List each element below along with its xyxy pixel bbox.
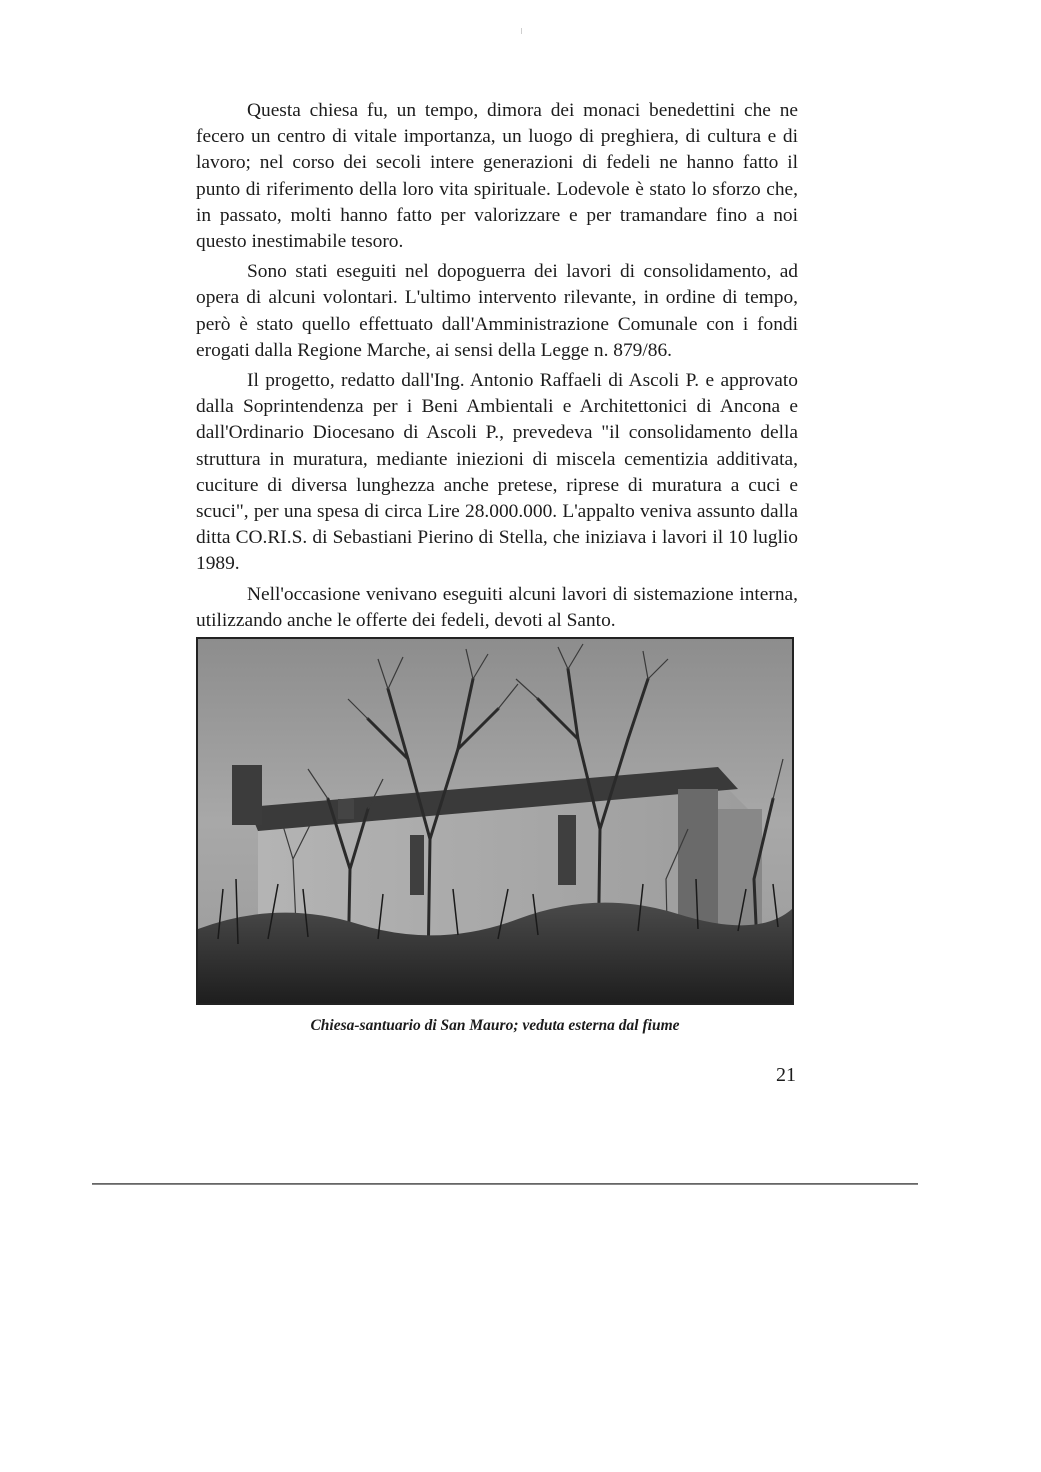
bottom-rule xyxy=(92,1183,918,1185)
church-photo-illustration xyxy=(198,639,792,1003)
page-number: 21 xyxy=(776,1064,796,1086)
church-photo xyxy=(196,637,794,1005)
paragraph-3: Il progetto, redatto dall'Ing. Antonio Raffaeli di Ascoli P. e approvato dalla Soprintendenza per i Beni Ambientali e Architettonici di Ancona e dall'Ordinario Diocesano di Ascoli P., prevedeva "il consolidamento della struttura in muratura, mediante iniezioni di miscela cementizia additivata, cuciture di diversa lunghezza anche pretese, riprese di muratura a cuci e scuci", per una spesa di circa Lire 28.000.000. L'appalto veniva assunto dalla ditta CO.RI.S. di Sebastiani Pierino di Stella, che iniziava i lavori il 10 luglio 1989. xyxy=(196,370,798,575)
body-text xyxy=(196,98,798,638)
paragraph-1: Questa chiesa fu, un tempo, dimora dei monaci benedettini che ne fecero un centro di vitale importanza, un luogo di preghiera, di cultura e di lavoro; nel corso dei secoli intere generazioni di fedeli ne hanno fatto il punto di riferimento della loro vita spirituale. Lodevole è stato lo sforzo che, in passato, molti hanno fatto per valorizzare e per tramandare fino a noi questo inestimabile tesoro. xyxy=(196,100,798,253)
paragraph-2: Sono stati eseguiti nel dopoguerra dei lavori di consolidamento, ad opera di alcuni volontari. L'ultimo intervento rilevante, in ordine di tempo, però è stato quello effettuato dall'Amministrazione Comunale con i fondi erogati dalla Regione Marche, ai sensi della Legge n. 879/86. xyxy=(196,261,798,361)
scan-mark xyxy=(521,28,522,34)
paragraph-4: Nell'occasione venivano eseguiti alcuni lavori di sistemazione interna, utilizzando anche le offerte dei fedeli, devoti al Santo. xyxy=(196,583,798,631)
photo-caption: Chiesa-santuario di San Mauro; veduta esterna dal fiume xyxy=(310,1017,680,1034)
